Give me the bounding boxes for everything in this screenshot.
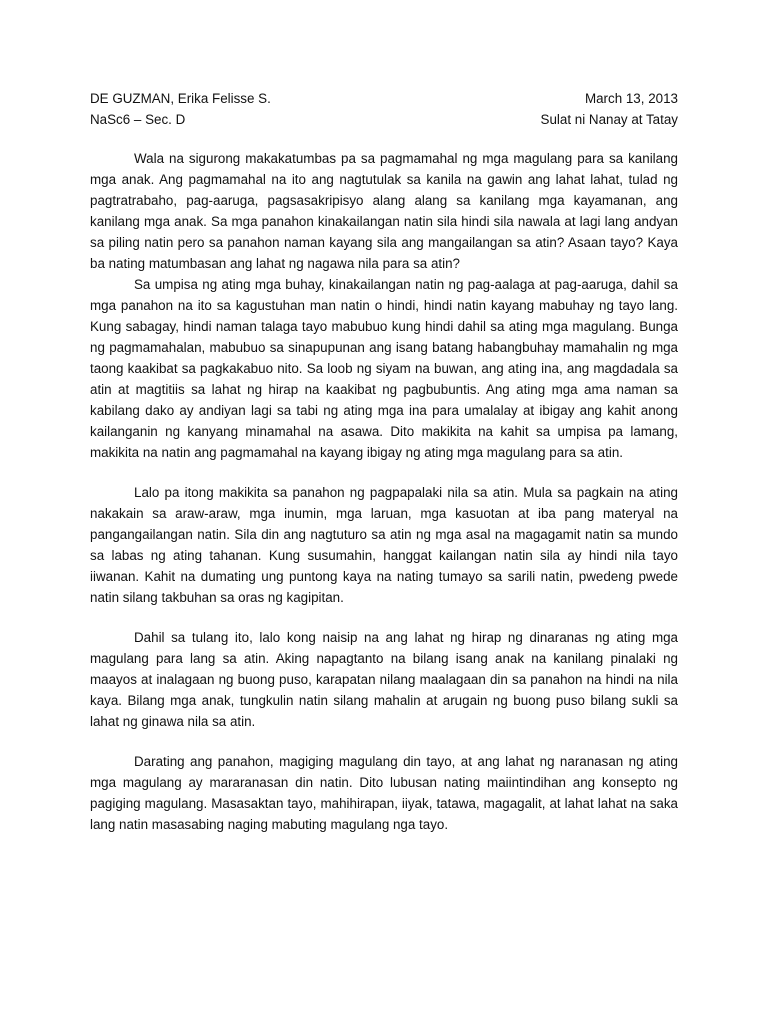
paragraph-2: Sa umpisa ng ating mga buhay, kinakailangan natin ng pag-aalaga at pag-aaruga, dahil sa mga panahon na ito sa kagustuhan man natin o hindi, hindi natin kayang mabuhay ng tayo lang. Kung sabagay, hindi naman talaga tayo mabubuo kung hindi dahil sa ating mga magulang. Bunga ng pagmamahalan, mabubuo sa sinapupunan ang isang batang habangbuhay mamahalin ng mga taong kaakibat sa pagkakabuo nito. Sa loob ng siyam na buwan, ang ating ina, ang magdadala sa atin at magtitiis sa lahat ng hirap na kaakibat ng pagbubuntis. Ang ating mga ama naman sa kabilang dako ay andiyan lagi sa tabi ng ating mga ina para umalalay at ibigay ang kahit anong kailanganin ng kanyang minamahal na asawa. Dito makikita na kahit sa umpisa pa lamang, makikita na natin ang pagmamahal na kayang ibigay ng ating mga magulang para sa atin. bbox=[90, 277, 678, 460]
paragraph-4: Dahil sa tulang ito, lalo kong naisip na ang lahat ng hirap ng dinaranas ng ating mga magulang para lang sa atin. Aking napagtanto na bilang isang anak na kanilang pinalaki ng maayos at inalagaan ng buong puso, karapatan nilang maalagaan din sa panahon na hindi na nila kaya. Bilang mga anak, tungkulin natin silang mahalin at arugain ng buong puso bilang sukli sa lahat ng ginawa nila sa atin. bbox=[90, 630, 678, 729]
paragraph-3: Lalo pa itong makikita sa panahon ng pagpapalaki nila sa atin. Mula sa pagkain na ating nakakain sa araw-araw, mga inumin, mga laruan, mga kasuotan at iba pang materyal na pangangailangan natin. Sila din ang nagtuturo sa atin ng mga asal na magagamit natin sa mundo sa labas ng ating tahanan. Kung susumahin, hanggat kailangan natin sila ay hindi nila tayo iiwanan. Kahit na dumating ung puntong kaya na nating tumayo sa sarili natin, pwedeng pwede natin silang takbuhan sa oras ng kagipitan. bbox=[90, 485, 678, 605]
class-section: NaSc6 – Sec. D bbox=[90, 112, 186, 127]
document-title: Sulat ni Nanay at Tatay bbox=[540, 112, 678, 127]
header-row-1 bbox=[90, 88, 678, 109]
author-name: DE GUZMAN, Erika Felisse S. bbox=[90, 91, 271, 106]
paragraph-5: Darating ang panahon, magiging magulang din tayo, at ang lahat ng naranasan ng ating mga magulang ay mararanasan din natin. Dito lubusan nating maiintindihan ang konsepto ng pagiging magulang. Masasaktan tayo, mahihirapan, iiyak, tatawa, magagalit, at lahat lahat na saka lang natin masasabing naging mabuting magulang nga tayo. bbox=[90, 754, 678, 832]
document-header bbox=[90, 88, 678, 130]
document-date: March 13, 2013 bbox=[584, 91, 678, 106]
header-row-2 bbox=[90, 109, 678, 130]
paragraph-1: Wala na sigurong makakatumbas pa sa pagmamahal ng mga magulang para sa kanilang mga anak. Ang pagmamahal na ito ang nagtutulak sa kanila na gawin ang lahat lahat, tulad ng pagtratrabaho, pag-aaruga, pagsasakripisyo alang alang sa kanilang mga kayamanan, ang kanilang mga anak. Sa mga panahon kinakailangan natin sila hindi sila nawala at lagi lang andyan sa piling natin pero sa panahon naman kayang sila ang mangailangan sa atin? Asaan tayo? Kaya ba nating matumbasan ang lahat ng nagawa nila para sa atin? bbox=[90, 151, 678, 271]
essay-body bbox=[90, 148, 678, 835]
